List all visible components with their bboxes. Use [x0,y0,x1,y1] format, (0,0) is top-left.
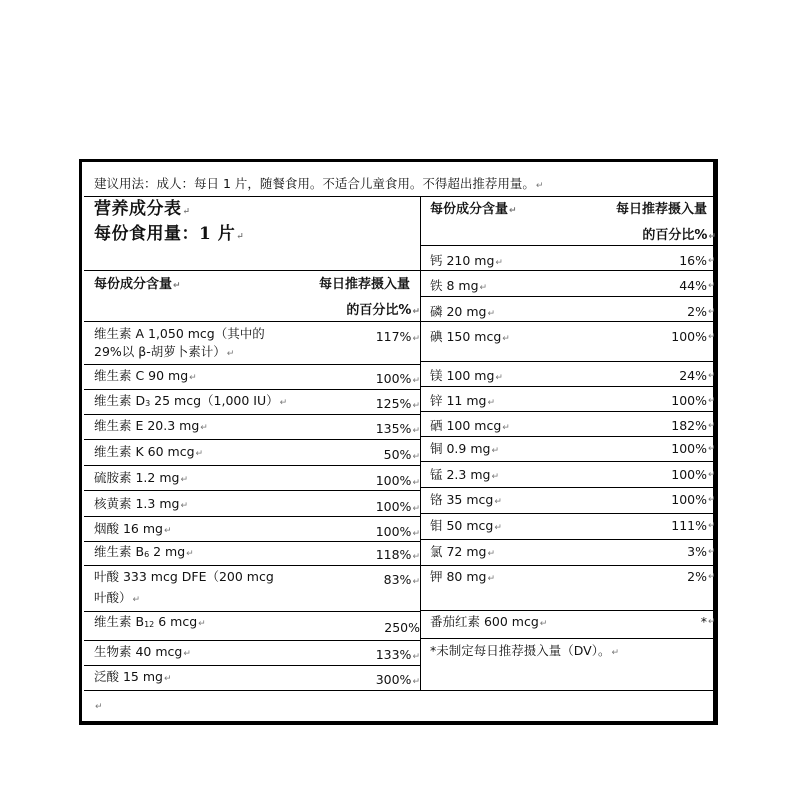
paragraph-mark: ↵ [189,373,197,383]
row-divider [420,411,716,412]
left-head-dv-1 [210,277,410,293]
paragraph-mark: ↵ [412,529,420,539]
left-row-dv [220,371,420,389]
row-divider [420,321,716,322]
paragraph-mark: ↵ [226,349,235,359]
paragraph-mark: ↵ [708,281,716,291]
paragraph-mark: ↵ [708,256,716,266]
paragraph-mark: ↵ [708,232,716,242]
right-row-dv [507,393,707,409]
right-row-dv [507,544,707,560]
nutrient-name: 叶酸） [94,590,132,605]
row-divider [420,270,716,271]
left-row-dv [220,620,420,636]
left-row-dv [220,447,420,465]
row-divider [84,665,420,666]
column-divider [420,196,421,690]
dv-value: 16% [679,253,707,268]
paragraph-mark: ↵ [479,283,488,293]
paragraph-mark: ↵ [708,421,716,431]
row-divider [84,414,420,415]
paragraph-mark: ↵ [495,258,503,268]
dv-value: 44% [679,278,707,293]
paragraph-mark: ↵ [412,426,420,436]
dv-value: 118% [375,547,412,562]
row-divider [420,296,716,297]
left-row-name [94,644,191,662]
paragraph-mark: ↵ [708,307,716,317]
nutrient-name: 磷 20 mg [430,304,487,319]
paragraph-mark: ↵ [183,649,191,659]
paragraph-mark: ↵ [708,371,716,381]
left-row-dv [220,499,420,517]
paragraph-mark: ↵ [708,572,716,582]
nutrient-name: 核黄素 1.3 mg [94,496,180,511]
left-row-name [94,521,172,539]
dv-value: 135% [375,421,412,436]
dv-value: 111% [671,518,707,533]
left-row-dv [220,473,420,491]
nutrient-name: 生物素 40 mcg [94,644,183,659]
row-divider [420,436,716,437]
right-head-amount [430,202,517,219]
right-row-name [430,393,495,411]
nutrient-name: 锰 2.3 mg [430,467,491,482]
paragraph-mark: ↵ [412,577,420,587]
paragraph-mark: ↵ [487,309,496,319]
left-row-dv [220,421,420,439]
dv-value: 2% [687,569,707,584]
paragraph-mark: ↵ [494,497,502,507]
nutrient-name: 碘 150 mcg [430,329,502,344]
row-divider [420,245,716,246]
nutrient-name: 维生素 E 20.3 mg [94,418,200,433]
bottom-divider [420,690,716,691]
right-row-dv [507,304,707,320]
right-row-name [430,544,495,562]
left-row-dv [220,572,420,590]
nutrient-name: 烟酸 16 mg [94,521,163,536]
paragraph-mark: ↵ [494,523,502,533]
dv-value: 100% [375,371,412,386]
dv-value: 182% [671,418,707,433]
dv-value: 2% [687,304,707,319]
right-row-name [430,492,502,510]
left-row-name [94,614,206,632]
paragraph-mark: ↵ [412,478,420,488]
amount-header: 每份成分含量 [94,277,173,292]
dv-value: 100% [671,393,707,408]
dv-value: 100% [671,329,707,344]
dv-value: 100% [375,499,412,514]
paragraph-mark: ↵ [708,495,716,505]
row-divider [420,610,716,611]
nutrient-name: 铜 0.9 mg [430,441,491,456]
paragraph-mark: ↵ [180,501,188,511]
paragraph-mark: ↵ [502,334,510,344]
nutrient-amount: 25 mcg（1,000 IU） [150,393,279,408]
paragraph-mark: ↵ [708,332,716,342]
title-line-1 [94,198,191,223]
row-divider [84,611,420,612]
left-row-dv [220,647,420,665]
row-divider [420,539,716,540]
row-divider [84,541,420,542]
right-row-dv [507,518,707,534]
paragraph-mark: ↵ [487,398,496,408]
nutrient-name: 镁 100 mg [430,368,495,383]
dv-value: 100% [671,441,707,456]
row-divider [84,389,420,390]
left-row-dv [220,396,420,414]
right-head-dv-1 [507,202,707,218]
paragraph-mark: ↵ [539,619,548,629]
dv-value: 133% [375,647,412,662]
row-divider [420,386,716,387]
paragraph-mark: ↵ [708,617,716,627]
paragraph-mark: ↵ [412,652,420,662]
paragraph-mark: ↵ [412,552,420,562]
right-row-name [430,304,495,322]
nutrient-name: 叶酸 333 mcg DFE（200 mcg [94,569,274,584]
left-row-name-cont [94,344,234,362]
nutrient-name: 硫胺素 1.2 mg [94,470,180,485]
right-row-dv [507,329,707,345]
paragraph-mark: ↵ [502,423,510,433]
title-serving-size: 每份食用量：1 片 [94,224,236,244]
paragraph-mark: ↵ [195,449,204,459]
paragraph-mark: ↵ [491,446,499,456]
paragraph-mark: ↵ [412,307,420,317]
paragraph-mark: ↵ [708,396,716,406]
dv-value: 3% [687,544,707,559]
paragraph-mark: ↵ [200,423,208,433]
left-row-dv [220,672,420,690]
dv-value: 117% [375,329,412,344]
amount-header: 每份成分含量 [430,202,509,217]
paragraph-mark: ↵ [412,401,420,411]
left-row-name [94,544,194,562]
paragraph-mark: ↵ [495,373,503,383]
dv-value: 300% [375,672,412,687]
nutrient-name: 番茄红素 600 mcg [430,614,539,629]
paragraph-mark: ↵ [236,232,245,242]
nutrient-name: 维生素 A 1,050 mcg（其中的 [94,326,265,341]
nutrient-name: 维生素 D [94,393,146,408]
row-divider [84,565,420,566]
right-row-name [430,253,503,271]
row-divider [420,638,716,639]
row-divider [84,364,420,365]
right-row-name [430,569,495,587]
nutrient-name: 维生素 K 60 mcg [94,444,195,459]
dv-value: 100% [671,467,707,482]
nutrient-amount: 6 mcg [154,614,198,629]
nutrient-name: 维生素 B [94,544,145,559]
row-divider [84,270,420,271]
dv-value: 50% [383,447,412,462]
paragraph-mark: ↵ [163,674,172,684]
paragraph-mark: ↵ [173,281,181,291]
paragraph-mark: ↵ [487,549,496,559]
paragraph-mark: ↵ [95,702,103,712]
paragraph-mark: ↵ [535,181,544,191]
subscript: 12 [144,620,155,629]
row-divider [420,565,716,566]
dv-header-line: 每日推荐摄入量 [318,277,410,292]
row-divider [84,516,420,517]
left-row-name [94,368,197,386]
paragraph-mark: ↵ [509,206,517,216]
nutrient-name: 氯 72 mg [430,544,487,559]
nutrient-name: 钙 210 mg [430,253,495,268]
dv-value: * [700,614,707,629]
paragraph-mark: ↵ [180,475,188,485]
left-row-dv [220,524,420,542]
dv-value: 100% [375,473,412,488]
nutrient-name: 维生素 B [94,614,145,629]
title-line-2 [94,223,244,248]
right-row-name [430,467,499,485]
left-head-dv-2 [220,303,420,320]
nutrient-name: 维生素 C 90 mg [94,368,189,383]
left-row-name-cont [94,590,140,608]
usage-divider [84,196,716,197]
nutrient-name: 钼 50 mcg [430,518,494,533]
row-divider [84,439,420,440]
paragraph-mark: ↵ [708,547,716,557]
row-divider [420,487,716,488]
row-divider [84,640,420,641]
dv-value: 100% [671,492,707,507]
dv-header-line: 的百分比% [346,303,412,318]
right-row-dv [507,614,707,630]
paragraph-mark: ↵ [491,472,499,482]
paragraph-mark: ↵ [279,398,288,408]
right-row-name [430,518,502,536]
subscript: 3 [145,399,151,408]
row-divider [84,490,420,491]
paragraph-mark: ↵ [412,452,420,462]
paragraph-mark: ↵ [198,619,206,629]
left-row-name [94,496,188,514]
dv-value: 83% [383,572,412,587]
left-row-dv [220,329,420,347]
footnote-label: *未制定每日推荐摄入量（DV）。 [430,643,611,658]
row-divider [420,461,716,462]
paragraph-mark: ↵ [412,334,420,344]
paragraph-mark: ↵ [708,470,716,480]
right-row-dv [507,492,707,508]
title-serving-facts: 营养成分表 [94,199,182,219]
right-row-dv [507,467,707,483]
dv-header-line: 的百分比% [642,228,708,243]
paragraph-mark: ↵ [186,549,194,559]
left-row-name [94,669,172,687]
dv-value: 250% [384,620,420,635]
row-divider [84,465,420,466]
left-head-amount [94,277,181,294]
paragraph-mark: ↵ [708,444,716,454]
dv-value: 125% [375,396,412,411]
left-row-name [94,444,203,462]
right-row-name [430,441,499,459]
paragraph-mark: ↵ [708,521,716,531]
dv-header-line: 每日推荐摄入量 [615,202,707,217]
paragraph-mark: ↵ [611,648,620,658]
left-row-name [94,470,188,488]
usage-label: 建议用法：成人：每日 1 片，随餐食用。不适合儿童食用。不得超出推荐用量。 [94,176,535,191]
right-row-dv [507,418,707,434]
usage-text [94,176,543,194]
row-divider [420,513,716,514]
nutrient-name: 硒 100 mcg [430,418,502,433]
nutrient-name: 锌 11 mg [430,393,487,408]
nutrient-name: 铁 8 mg [430,278,479,293]
right-row-name [430,368,503,386]
left-row-dv [220,547,420,565]
nutrient-name: 钾 80 mg [430,569,487,584]
row-divider [84,321,420,322]
paragraph-mark: ↵ [412,677,420,687]
right-row-dv [507,368,707,384]
paragraph-mark: ↵ [412,504,420,514]
right-row-dv [507,441,707,457]
right-row-name [430,418,510,436]
nutrient-name: 泛酸 15 mg [94,669,163,684]
row-divider [84,690,420,691]
left-row-name [94,418,208,436]
right-row-dv [507,569,707,585]
right-row-name [430,278,487,296]
dv-value: 100% [375,524,412,539]
dv-value: 24% [679,368,707,383]
paragraph-mark: ↵ [412,376,420,386]
paragraph-mark: ↵ [487,574,496,584]
paragraph-mark: ↵ [182,207,191,217]
right-row-dv [507,278,707,294]
footnote-text [430,643,619,661]
paragraph-mark: ↵ [163,526,172,536]
paragraph-mark: ↵ [132,595,141,605]
right-row-name [430,329,510,347]
row-divider [420,361,716,362]
nutrient-amount: 2 mg [149,544,186,559]
subscript: 6 [144,550,150,559]
right-row-dv [507,253,707,269]
nutrient-name: 铬 35 mcg [430,492,494,507]
right-head-dv-2 [516,228,716,245]
nutrient-name: 29%以 β-胡萝卜素计） [94,344,226,359]
